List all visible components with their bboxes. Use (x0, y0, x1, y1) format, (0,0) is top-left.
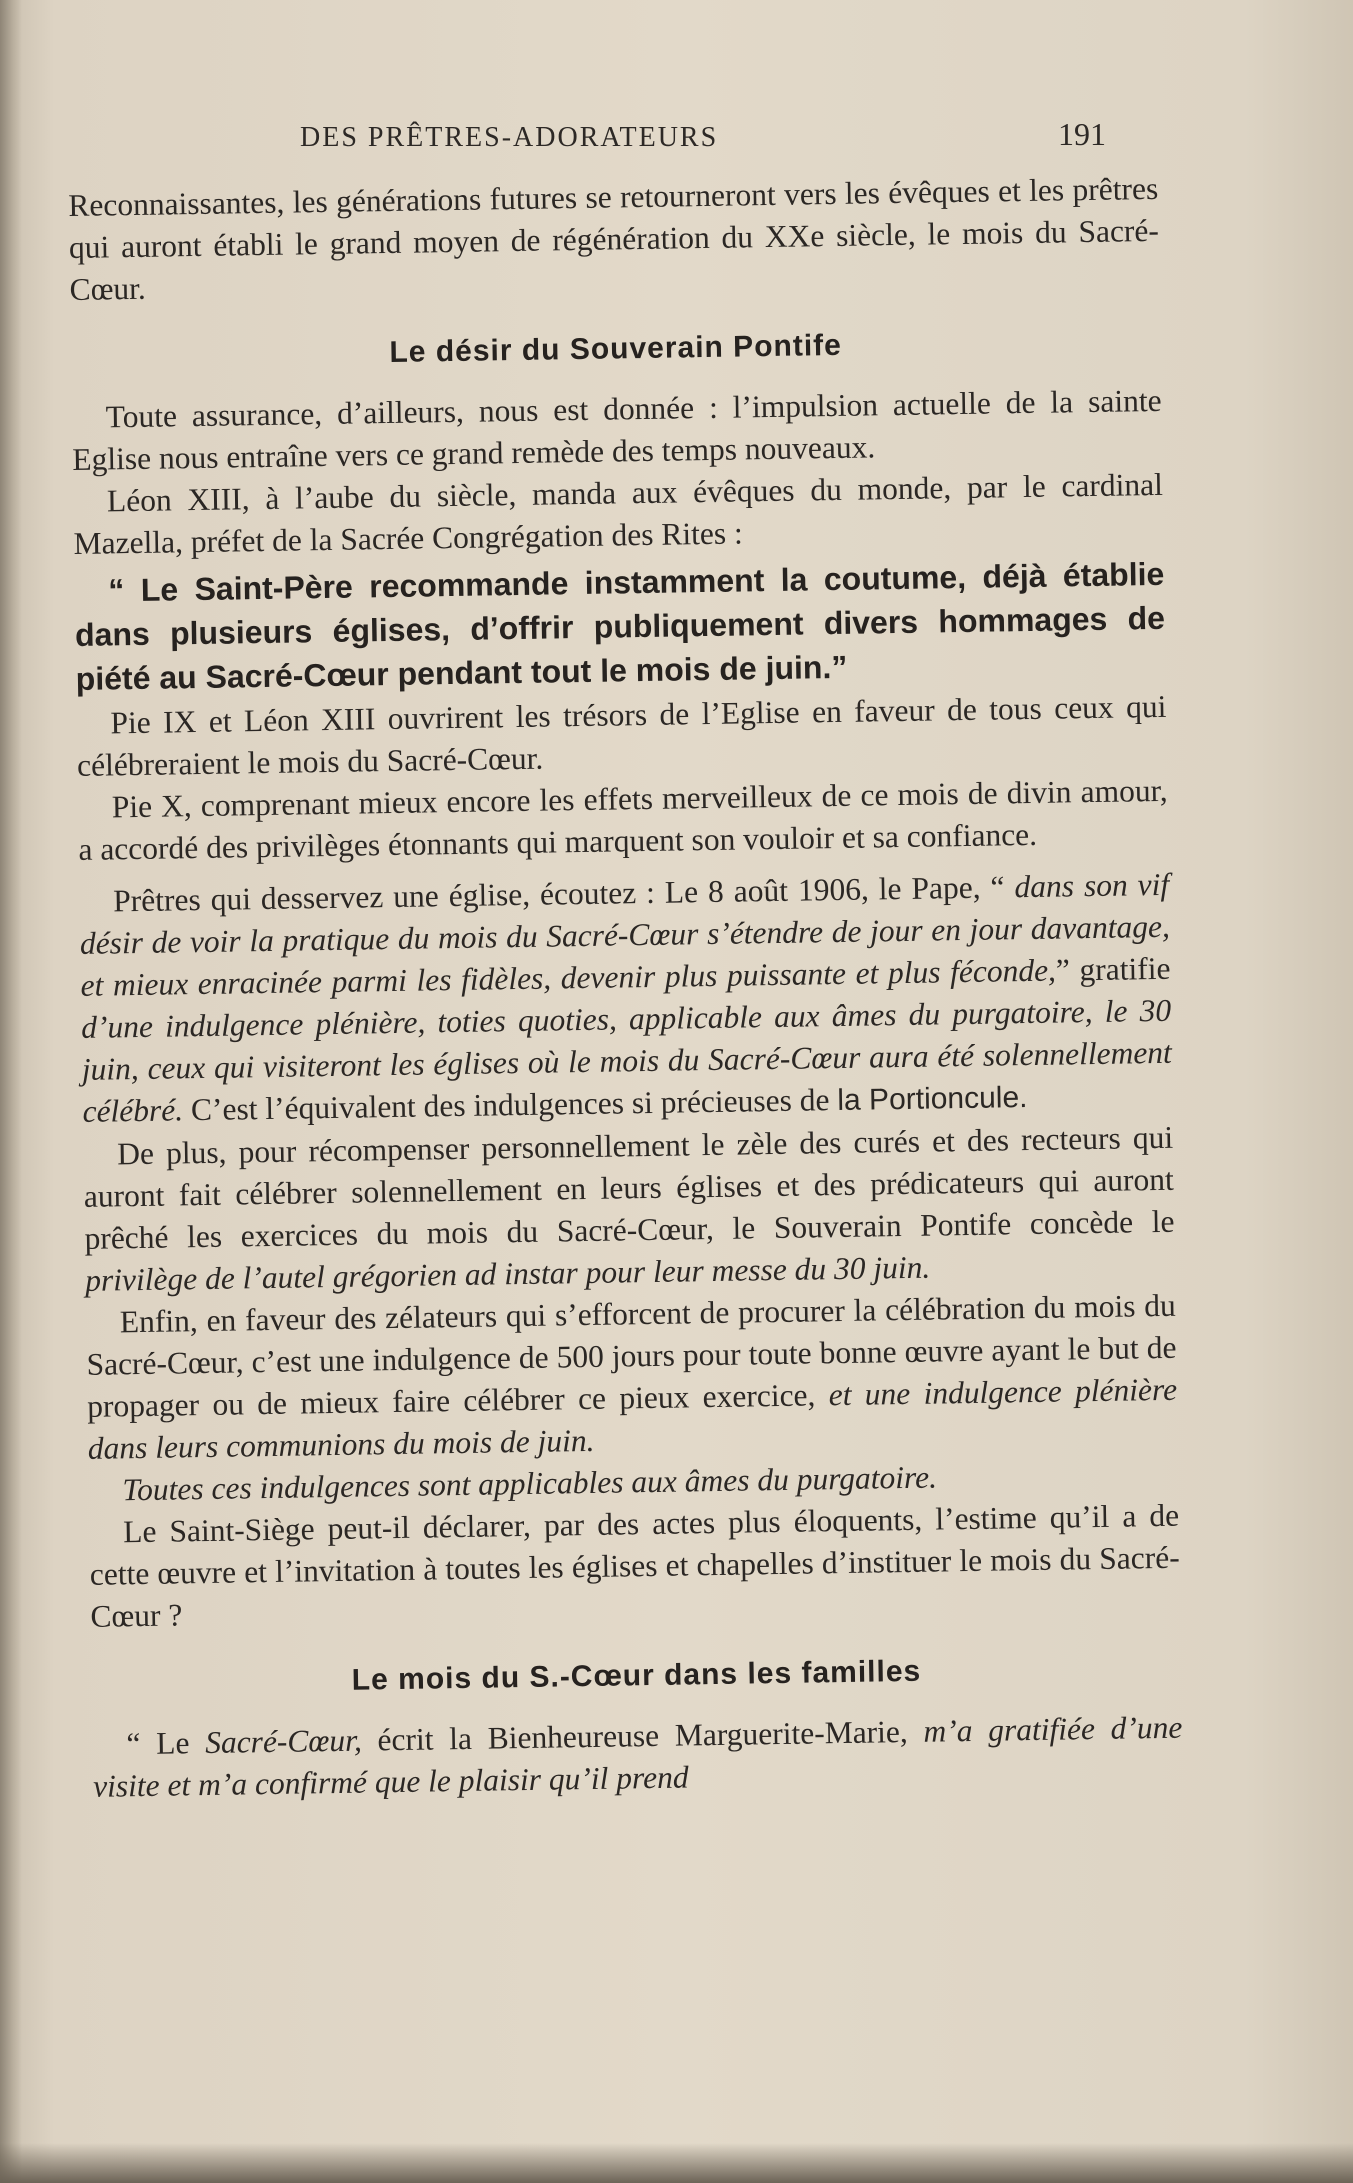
paragraph-9: Toutes ces indulgences sont applicables aux âmes du purgatoire. (122, 1459, 938, 1508)
p11-text-c: écrit la Bienheureuse Marguerite-Marie, (361, 1713, 924, 1758)
paragraph-11 (92, 1707, 1183, 1808)
p6-italic-b: dans son vif désir de voir la pratique du mois du Sacré-Cœur s’étendre de jour en jour davantage, et mieux enracinée parmi les fidèles, devenir plus puissante et plus féconde, (79, 866, 1171, 1003)
p6-text-e: C’est l’équivalent des indulgences si précieuses de (182, 1082, 838, 1128)
p7-italic-b: privilège de l’autel grégorien ad instar pour leur messe du 30 juin. (84, 1249, 931, 1298)
p8-italic-b: et une indulgence plénière dans leurs communions du mois de juin. (87, 1371, 1178, 1466)
p11-italic-b: Sacré-Cœur, (204, 1722, 363, 1761)
running-title: DES PRÊTRES-ADORATEURS (300, 122, 719, 153)
p8-text-a: Enfin, en faveur des zélateurs qui s’efforcent de procurer la célébration du mois du Sacré-Cœur, c’est une indulgence de 500 jours pour toute bonne œuvre ayant le but de propager ou de mieux faire célébrer ce pieux exercice, (86, 1287, 1177, 1424)
p11-italic-d: m’a gratifiée d’une visite et m’a confirmé que le plaisir qu’il prend (92, 1709, 1183, 1804)
papal-quote: “ Le Saint-Père recommande instamment la coutume, déjà établie dans plusieurs églises, d’offrir publiquement divers hommages de piété au Sacré-Cœur pendant tout le mois de juin.” (74, 555, 1166, 697)
paragraph-7 (83, 1117, 1176, 1302)
paragraph-3: Léon XIII, à l’aube du siècle, manda aux évêques du monde, par le cardinal Mazella, préfet de la Sacrée Congrégation des Rites : (73, 466, 1164, 561)
paragraph-8 (86, 1285, 1179, 1470)
paragraph-6 (79, 864, 1173, 1134)
section-heading-souverain-pontife: Le désir du Souverain Pontife (389, 328, 843, 369)
p6-text-c: ” gratifie (1055, 950, 1171, 988)
paragraph-2: Toute assurance, d’ailleurs, nous est donnée : l’impulsion actuelle de la sainte Eglise nous entraîne vers ce grand remède des temps nouveaux. (72, 382, 1162, 477)
paragraph-5: Pie X, comprenant mieux encore les effets merveilleux de ce mois de divin amour, a accordé des privilèges étonnants qui marquent son vouloir et sa confiance. (78, 772, 1168, 867)
page-number: 191 (1058, 116, 1106, 152)
p7-text-a: De plus, pour récompenser personnellement le zèle des curés et des recteurs qui auront fait célébrer solennellement en leurs églises et des prédicateurs qui auront prêché les exercices du mois du Sacré-Cœur, le Souverain Pontife concède le (83, 1119, 1175, 1256)
body-text (68, 168, 1183, 1808)
paragraph-10: Le Saint-Siège peut-il déclarer, par des actes plus éloquents, l’estime qu’il a de cette œuvre et l’invitation à toutes les églises et chapelles d’instituer le mois du Sacré-Cœur ? (89, 1497, 1180, 1634)
paragraph-1: Reconnaissantes, les générations futures se retourneront vers les évêques et les prêtres qui auront établi le grand moyen de régénération du XXe siècle, le mois du Sacré-Cœur. (68, 170, 1160, 307)
p11-text-a: “ Le (126, 1725, 206, 1762)
binding-shadow (0, 0, 22, 2183)
page-bottom-edge (0, 2143, 1353, 2183)
paragraph-4: Pie IX et Léon XIII ouvrirent les trésors de l’Eglise en faveur de tous ceux qui célébreraient le mois du Sacré-Cœur. (76, 688, 1167, 783)
p6-italic-d: d’une indulgence plénière, toties quoties, applicable aux âmes du purgatoire, le 30 juin, ceux qui visiteront les églises où le mois du Sacré-Cœur aura été solennellement célébré. (80, 992, 1173, 1129)
p6-portioncule: la Portioncule. (837, 1081, 1028, 1118)
p6-text-a: Prêtres qui desservez une église, écoutez : Le 8 août 1906, le Pape, “ (112, 869, 1015, 919)
section-heading-familles: Le mois du S.-Cœur dans les familles (351, 1654, 922, 1697)
